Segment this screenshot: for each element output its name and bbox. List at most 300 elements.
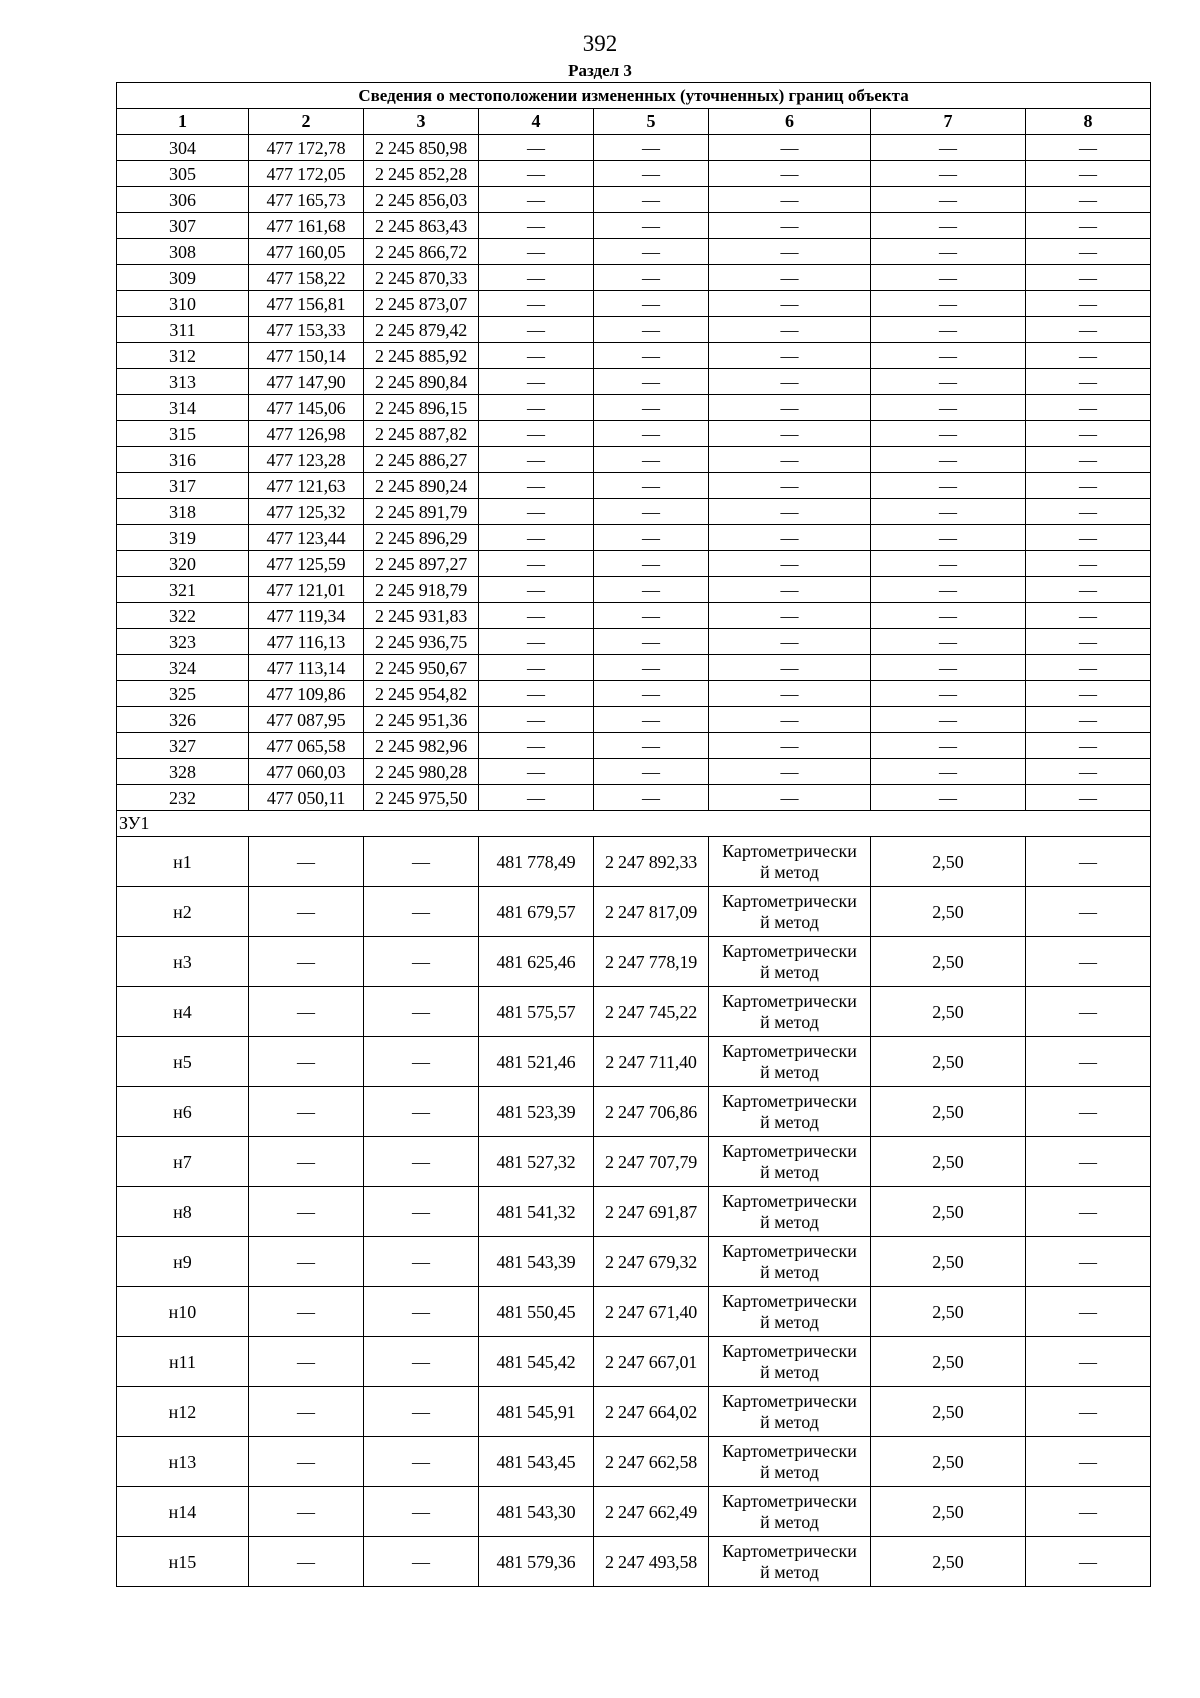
point-id: 328 — [117, 759, 249, 785]
empty-dash-cell: — — [249, 887, 364, 937]
empty-dash-cell: — — [249, 837, 364, 887]
coord-y: 2 245 891,79 — [364, 499, 479, 525]
empty-dash-cell: — — [249, 1287, 364, 1337]
coord-x: 477 123,44 — [249, 525, 364, 551]
coord-y: 2 247 671,40 — [594, 1287, 709, 1337]
method-cell — [709, 1287, 871, 1337]
accuracy-value: 2,50 — [871, 987, 1026, 1037]
point-id: 312 — [117, 343, 249, 369]
empty-dash-cell: — — [479, 395, 594, 421]
coord-y: 2 247 817,09 — [594, 887, 709, 937]
empty-dash-cell: — — [249, 1487, 364, 1537]
empty-dash-cell: — — [594, 369, 709, 395]
empty-dash-cell: — — [871, 395, 1026, 421]
empty-dash-cell: — — [249, 1037, 364, 1087]
method-line-1: Картометрически — [722, 1340, 857, 1361]
table-row — [117, 213, 1151, 239]
empty-dash-cell: — — [1026, 213, 1151, 239]
coord-y: 2 245 896,29 — [364, 525, 479, 551]
method-line-2: й метод — [760, 961, 819, 982]
point-id: н14 — [117, 1487, 249, 1537]
method-line-1: Картометрически — [722, 1290, 857, 1311]
coord-x: 481 523,39 — [479, 1087, 594, 1137]
empty-dash-cell: — — [249, 1537, 364, 1587]
point-id: 306 — [117, 187, 249, 213]
method-line-1: Картометрически — [722, 1140, 857, 1161]
coord-x: 477 145,06 — [249, 395, 364, 421]
empty-dash-cell: — — [1026, 937, 1151, 987]
empty-dash-cell: — — [479, 239, 594, 265]
empty-dash-cell: — — [479, 317, 594, 343]
empty-dash-cell: — — [364, 1187, 479, 1237]
empty-dash-cell: — — [1026, 1487, 1151, 1537]
empty-dash-cell: — — [364, 1287, 479, 1337]
empty-dash-cell: — — [871, 707, 1026, 733]
coord-y: 2 245 951,36 — [364, 707, 479, 733]
accuracy-value: 2,50 — [871, 1237, 1026, 1287]
empty-dash-cell: — — [1026, 239, 1151, 265]
table-row — [117, 1287, 1151, 1337]
empty-dash-cell: — — [249, 987, 364, 1037]
empty-dash-cell: — — [479, 187, 594, 213]
empty-dash-cell: — — [364, 1487, 479, 1537]
coord-y: 2 245 931,83 — [364, 603, 479, 629]
point-id: н4 — [117, 987, 249, 1037]
coord-y: 2 245 885,92 — [364, 343, 479, 369]
empty-dash-cell: — — [871, 187, 1026, 213]
coord-x: 477 121,63 — [249, 473, 364, 499]
empty-dash-cell: — — [249, 1187, 364, 1237]
coord-x: 477 165,73 — [249, 187, 364, 213]
method-line-2: й метод — [760, 1211, 819, 1232]
empty-dash-cell: — — [594, 655, 709, 681]
empty-dash-cell: — — [594, 707, 709, 733]
coord-y: 2 245 982,96 — [364, 733, 479, 759]
empty-dash-cell: — — [1026, 1187, 1151, 1237]
table-row — [117, 1187, 1151, 1237]
empty-dash-cell: — — [871, 681, 1026, 707]
coord-x: 477 119,34 — [249, 603, 364, 629]
point-id: н1 — [117, 837, 249, 887]
table-row — [117, 499, 1151, 525]
table-row — [117, 1337, 1151, 1387]
empty-dash-cell: — — [1026, 887, 1151, 937]
empty-dash-cell: — — [1026, 161, 1151, 187]
coord-x: 481 778,49 — [479, 837, 594, 887]
coord-x: 481 550,45 — [479, 1287, 594, 1337]
method-cell — [709, 837, 871, 887]
empty-dash-cell: — — [594, 785, 709, 811]
method-line-1: Картометрически — [722, 1390, 857, 1411]
empty-dash-cell: — — [594, 603, 709, 629]
method-line-2: й метод — [760, 1011, 819, 1032]
column-header-2: 2 — [249, 109, 364, 135]
empty-dash-cell: — — [479, 265, 594, 291]
table-row — [117, 135, 1151, 161]
table-header-row — [117, 109, 1151, 135]
empty-dash-cell: — — [364, 987, 479, 1037]
empty-dash-cell: — — [709, 681, 871, 707]
table-row — [117, 759, 1151, 785]
empty-dash-cell: — — [594, 525, 709, 551]
coord-y: 2 245 954,82 — [364, 681, 479, 707]
point-id: 323 — [117, 629, 249, 655]
empty-dash-cell: — — [709, 733, 871, 759]
point-id: 319 — [117, 525, 249, 551]
column-header-7: 7 — [871, 109, 1026, 135]
accuracy-value: 2,50 — [871, 1137, 1026, 1187]
coord-y: 2 247 662,49 — [594, 1487, 709, 1537]
empty-dash-cell: — — [594, 213, 709, 239]
point-id: 304 — [117, 135, 249, 161]
coord-x: 481 543,30 — [479, 1487, 594, 1537]
coord-x: 481 545,91 — [479, 1387, 594, 1437]
empty-dash-cell: — — [1026, 135, 1151, 161]
table-row — [117, 937, 1151, 987]
empty-dash-cell: — — [871, 343, 1026, 369]
empty-dash-cell: — — [479, 447, 594, 473]
empty-dash-cell: — — [871, 369, 1026, 395]
empty-dash-cell: — — [249, 937, 364, 987]
empty-dash-cell: — — [594, 395, 709, 421]
table-row — [117, 1237, 1151, 1287]
empty-dash-cell: — — [1026, 681, 1151, 707]
point-id: 311 — [117, 317, 249, 343]
table-row — [117, 317, 1151, 343]
empty-dash-cell: — — [479, 499, 594, 525]
method-line-2: й метод — [760, 1511, 819, 1532]
coord-y: 2 245 950,67 — [364, 655, 479, 681]
empty-dash-cell: — — [709, 369, 871, 395]
empty-dash-cell: — — [1026, 551, 1151, 577]
point-id: н2 — [117, 887, 249, 937]
empty-dash-cell: — — [479, 785, 594, 811]
empty-dash-cell: — — [709, 551, 871, 577]
empty-dash-cell: — — [1026, 395, 1151, 421]
method-cell — [709, 1537, 871, 1587]
coord-y: 2 247 664,02 — [594, 1387, 709, 1437]
table-caption: Сведения о местоположении измененных (уточненных) границ объекта — [117, 83, 1151, 109]
coord-y: 2 247 667,01 — [594, 1337, 709, 1387]
empty-dash-cell: — — [364, 1237, 479, 1287]
empty-dash-cell: — — [1026, 1137, 1151, 1187]
empty-dash-cell: — — [709, 629, 871, 655]
accuracy-value: 2,50 — [871, 1287, 1026, 1337]
point-id: 309 — [117, 265, 249, 291]
coord-y: 2 245 873,07 — [364, 291, 479, 317]
empty-dash-cell: — — [871, 629, 1026, 655]
empty-dash-cell: — — [594, 265, 709, 291]
empty-dash-cell: — — [364, 837, 479, 887]
empty-dash-cell: — — [249, 1237, 364, 1287]
empty-dash-cell: — — [479, 135, 594, 161]
empty-dash-cell: — — [871, 733, 1026, 759]
empty-dash-cell: — — [709, 161, 871, 187]
coord-x: 477 153,33 — [249, 317, 364, 343]
coord-x: 477 125,59 — [249, 551, 364, 577]
empty-dash-cell: — — [594, 291, 709, 317]
empty-dash-cell: — — [1026, 733, 1151, 759]
empty-dash-cell: — — [1026, 187, 1151, 213]
method-line-1: Картометрически — [722, 1240, 857, 1261]
point-id: 305 — [117, 161, 249, 187]
empty-dash-cell: — — [1026, 837, 1151, 887]
coord-x: 481 521,46 — [479, 1037, 594, 1087]
coord-x: 477 121,01 — [249, 577, 364, 603]
page-number: 392 — [582, 31, 618, 56]
table-row — [117, 1137, 1151, 1187]
empty-dash-cell: — — [871, 525, 1026, 551]
coord-x: 481 527,32 — [479, 1137, 594, 1187]
column-header-5: 5 — [594, 109, 709, 135]
empty-dash-cell: — — [1026, 1537, 1151, 1587]
point-id: н11 — [117, 1337, 249, 1387]
empty-dash-cell: — — [1026, 369, 1151, 395]
point-id: 326 — [117, 707, 249, 733]
empty-dash-cell: — — [871, 213, 1026, 239]
coord-y: 2 247 691,87 — [594, 1187, 709, 1237]
coord-x: 477 109,86 — [249, 681, 364, 707]
point-id: н12 — [117, 1387, 249, 1437]
empty-dash-cell: — — [1026, 603, 1151, 629]
coord-x: 477 172,78 — [249, 135, 364, 161]
empty-dash-cell: — — [871, 447, 1026, 473]
coord-x: 477 116,13 — [249, 629, 364, 655]
empty-dash-cell: — — [1026, 785, 1151, 811]
coord-x: 477 172,05 — [249, 161, 364, 187]
empty-dash-cell: — — [594, 499, 709, 525]
coord-x: 477 161,68 — [249, 213, 364, 239]
table-row — [117, 733, 1151, 759]
accuracy-value: 2,50 — [871, 1437, 1026, 1487]
method-line-1: Картометрически — [722, 1190, 857, 1211]
table-row — [117, 577, 1151, 603]
empty-dash-cell: — — [709, 525, 871, 551]
method-cell — [709, 1387, 871, 1437]
empty-dash-cell: — — [479, 525, 594, 551]
coord-y: 2 247 778,19 — [594, 937, 709, 987]
coord-x: 477 060,03 — [249, 759, 364, 785]
table-row — [117, 265, 1151, 291]
table-row — [117, 369, 1151, 395]
empty-dash-cell: — — [364, 1387, 479, 1437]
table-row — [117, 343, 1151, 369]
coord-y: 2 247 662,58 — [594, 1437, 709, 1487]
empty-dash-cell: — — [871, 421, 1026, 447]
empty-dash-cell: — — [1026, 987, 1151, 1037]
table-row — [117, 1437, 1151, 1487]
empty-dash-cell: — — [709, 213, 871, 239]
method-line-2: й метод — [760, 1161, 819, 1182]
table-row — [117, 239, 1151, 265]
empty-dash-cell: — — [1026, 421, 1151, 447]
coord-x: 477 160,05 — [249, 239, 364, 265]
empty-dash-cell: — — [1026, 759, 1151, 785]
point-id: 315 — [117, 421, 249, 447]
coord-y: 2 247 679,32 — [594, 1237, 709, 1287]
coord-x: 481 625,46 — [479, 937, 594, 987]
empty-dash-cell: — — [479, 291, 594, 317]
empty-dash-cell: — — [479, 577, 594, 603]
empty-dash-cell: — — [364, 1087, 479, 1137]
point-id: н10 — [117, 1287, 249, 1337]
coord-y: 2 245 879,42 — [364, 317, 479, 343]
empty-dash-cell: — — [249, 1087, 364, 1137]
method-cell — [709, 1037, 871, 1087]
coord-x: 477 150,14 — [249, 343, 364, 369]
empty-dash-cell: — — [709, 785, 871, 811]
table-row — [117, 551, 1151, 577]
empty-dash-cell: — — [1026, 317, 1151, 343]
method-cell — [709, 937, 871, 987]
coord-y: 2 245 918,79 — [364, 577, 479, 603]
empty-dash-cell: — — [871, 577, 1026, 603]
method-line-2: й метод — [760, 1411, 819, 1432]
empty-dash-cell: — — [871, 135, 1026, 161]
method-line-1: Картометрически — [722, 1040, 857, 1061]
coord-y: 2 245 856,03 — [364, 187, 479, 213]
empty-dash-cell: — — [594, 681, 709, 707]
empty-dash-cell: — — [871, 239, 1026, 265]
empty-dash-cell: — — [1026, 265, 1151, 291]
coord-y: 2 245 887,82 — [364, 421, 479, 447]
group-label: ЗУ1 — [117, 811, 1151, 837]
empty-dash-cell: — — [1026, 525, 1151, 551]
empty-dash-cell: — — [709, 395, 871, 421]
empty-dash-cell: — — [709, 265, 871, 291]
coord-x: 477 125,32 — [249, 499, 364, 525]
coord-x: 477 065,58 — [249, 733, 364, 759]
coord-y: 2 245 850,98 — [364, 135, 479, 161]
coord-x: 477 087,95 — [249, 707, 364, 733]
empty-dash-cell: — — [479, 733, 594, 759]
empty-dash-cell: — — [871, 317, 1026, 343]
empty-dash-cell: — — [594, 629, 709, 655]
table-row — [117, 837, 1151, 887]
empty-dash-cell: — — [871, 265, 1026, 291]
empty-dash-cell: — — [594, 577, 709, 603]
point-id: 313 — [117, 369, 249, 395]
coord-x: 481 545,42 — [479, 1337, 594, 1387]
method-line-1: Картометрически — [722, 1090, 857, 1111]
coord-x: 477 156,81 — [249, 291, 364, 317]
empty-dash-cell: — — [709, 759, 871, 785]
empty-dash-cell: — — [364, 1537, 479, 1587]
accuracy-value: 2,50 — [871, 1337, 1026, 1387]
method-line-1: Картометрически — [722, 1440, 857, 1461]
coord-y: 2 245 936,75 — [364, 629, 479, 655]
point-id: 322 — [117, 603, 249, 629]
accuracy-value: 2,50 — [871, 1087, 1026, 1137]
empty-dash-cell: — — [594, 473, 709, 499]
coord-x: 477 050,11 — [249, 785, 364, 811]
empty-dash-cell: — — [871, 759, 1026, 785]
empty-dash-cell: — — [594, 135, 709, 161]
coord-y: 2 245 890,24 — [364, 473, 479, 499]
accuracy-value: 2,50 — [871, 1187, 1026, 1237]
point-id: 308 — [117, 239, 249, 265]
point-id: 324 — [117, 655, 249, 681]
point-id: н8 — [117, 1187, 249, 1237]
point-id: 327 — [117, 733, 249, 759]
empty-dash-cell: — — [709, 239, 871, 265]
point-id: 318 — [117, 499, 249, 525]
table-row — [117, 421, 1151, 447]
empty-dash-cell: — — [594, 187, 709, 213]
point-id: 310 — [117, 291, 249, 317]
point-id: 320 — [117, 551, 249, 577]
coord-y: 2 247 707,79 — [594, 1137, 709, 1187]
section-title: Раздел 3 — [568, 61, 632, 80]
empty-dash-cell: — — [871, 499, 1026, 525]
table-row — [117, 187, 1151, 213]
coord-x: 477 158,22 — [249, 265, 364, 291]
coord-y: 2 247 745,22 — [594, 987, 709, 1037]
column-header-4: 4 — [479, 109, 594, 135]
table-row — [117, 681, 1151, 707]
coord-x: 481 679,57 — [479, 887, 594, 937]
empty-dash-cell: — — [871, 785, 1026, 811]
method-line-2: й метод — [760, 1461, 819, 1482]
coord-y: 2 245 870,33 — [364, 265, 479, 291]
empty-dash-cell: — — [364, 1037, 479, 1087]
point-id: 321 — [117, 577, 249, 603]
empty-dash-cell: — — [479, 473, 594, 499]
coord-y: 2 245 886,27 — [364, 447, 479, 473]
group-row — [117, 811, 1151, 837]
empty-dash-cell: — — [479, 213, 594, 239]
empty-dash-cell: — — [1026, 1337, 1151, 1387]
method-line-2: й метод — [760, 1061, 819, 1082]
empty-dash-cell: — — [709, 187, 871, 213]
empty-dash-cell: — — [871, 551, 1026, 577]
coordinates-table — [116, 82, 1151, 1587]
empty-dash-cell: — — [1026, 1387, 1151, 1437]
table-row — [117, 395, 1151, 421]
empty-dash-cell: — — [1026, 447, 1151, 473]
empty-dash-cell: — — [479, 707, 594, 733]
table-row — [117, 161, 1151, 187]
empty-dash-cell: — — [1026, 1237, 1151, 1287]
empty-dash-cell: — — [709, 655, 871, 681]
accuracy-value: 2,50 — [871, 837, 1026, 887]
empty-dash-cell: — — [249, 1137, 364, 1187]
empty-dash-cell: — — [1026, 577, 1151, 603]
accuracy-value: 2,50 — [871, 887, 1026, 937]
accuracy-value: 2,50 — [871, 1387, 1026, 1437]
empty-dash-cell: — — [364, 887, 479, 937]
column-header-6: 6 — [709, 109, 871, 135]
accuracy-value: 2,50 — [871, 1487, 1026, 1537]
table-row — [117, 525, 1151, 551]
empty-dash-cell: — — [249, 1437, 364, 1487]
method-cell — [709, 1137, 871, 1187]
accuracy-value: 2,50 — [871, 1537, 1026, 1587]
empty-dash-cell: — — [1026, 473, 1151, 499]
method-line-2: й метод — [760, 1361, 819, 1382]
empty-dash-cell: — — [479, 161, 594, 187]
point-id: н15 — [117, 1537, 249, 1587]
coord-x: 477 113,14 — [249, 655, 364, 681]
method-cell — [709, 1337, 871, 1387]
empty-dash-cell: — — [709, 447, 871, 473]
empty-dash-cell: — — [709, 317, 871, 343]
empty-dash-cell: — — [1026, 629, 1151, 655]
empty-dash-cell: — — [479, 655, 594, 681]
point-id: 232 — [117, 785, 249, 811]
point-id: н6 — [117, 1087, 249, 1137]
empty-dash-cell: — — [1026, 1287, 1151, 1337]
